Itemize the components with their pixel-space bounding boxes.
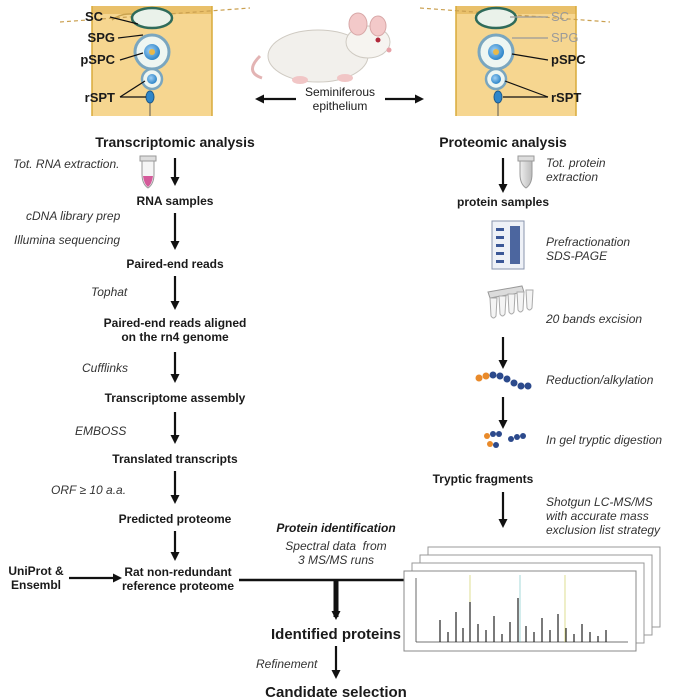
- transcriptome-assembly-label: Transcriptome assembly: [104, 391, 246, 405]
- ms-spectra-stack: [404, 547, 660, 651]
- peptide-chain-icon: [476, 372, 532, 390]
- spectral-data-label: Spectral data from 3 MS/MS runs: [285, 539, 387, 567]
- protein-samples-label: protein samples: [456, 195, 550, 209]
- step-method-emboss: EMBOSS: [75, 424, 127, 438]
- prefractionation-label: Prefractionation SDS-PAGE: [546, 235, 631, 263]
- sds-page-gel-icon: [492, 221, 524, 269]
- digestion-label: In gel tryptic digestion: [546, 433, 663, 447]
- cell-label-sc: SC: [84, 9, 103, 24]
- protein-identification-title: Protein identification: [276, 521, 396, 535]
- candidate-selection-label: Candidate selection: [265, 684, 407, 700]
- cell-label-pspc: pSPC: [80, 52, 115, 67]
- cell-label-spg-right: SPG: [551, 30, 579, 45]
- transcriptomic-title: Transcriptomic analysis: [95, 134, 255, 150]
- identified-proteins-label: Identified proteins: [270, 626, 401, 643]
- excision-tubes-icon: [488, 286, 533, 318]
- step-method-orf: ORF ≥ 10 a.a.: [51, 483, 127, 497]
- excision-label: 20 bands excision: [546, 312, 643, 326]
- protein-tube-icon: [518, 156, 534, 188]
- tryptic-fragments-icon: [484, 431, 526, 448]
- step-method-tophat: Tophat: [91, 285, 128, 299]
- rna-tube-icon: [140, 156, 156, 188]
- proteomic-title: Proteomic analysis: [439, 134, 567, 150]
- rna-samples-label: RNA samples: [136, 194, 214, 208]
- paired-end-reads-label: Paired-end reads: [126, 257, 224, 271]
- rat-illustration: [252, 13, 391, 84]
- aligned-reads-label: Paired-end reads aligned on the rn4 genome: [103, 316, 247, 344]
- step-method-illumina: Illumina sequencing: [14, 233, 121, 247]
- cell-label-spg: SPG: [87, 30, 115, 45]
- seminiferous-epithelium-label: Seminiferous epithelium: [304, 85, 376, 113]
- reduction-label: Reduction/alkylation: [546, 373, 654, 387]
- tryptic-fragments-label: Tryptic fragments: [432, 472, 534, 486]
- cell-label-rspt: rSPT: [84, 90, 115, 105]
- step-method-rna-extraction: Tot. RNA extraction.: [13, 157, 120, 171]
- reference-proteome-label: Rat non-redundant reference proteome: [121, 565, 235, 593]
- uniprot-ensembl-label: UniProt & Ensembl: [8, 564, 64, 592]
- refinement-label: Refinement: [256, 657, 318, 671]
- cell-label-sc-right: SC: [551, 9, 570, 24]
- step-method-cufflinks: Cufflinks: [82, 361, 129, 375]
- protein-extraction-label: Tot. protein extraction: [546, 156, 606, 184]
- predicted-proteome-label: Predicted proteome: [118, 512, 232, 526]
- translated-transcripts-label: Translated transcripts: [112, 452, 238, 466]
- cell-label-rspt-right: rSPT: [551, 90, 582, 105]
- step-method-cdna: cDNA library prep: [26, 209, 121, 223]
- msms-method-label: Shotgun LC-MS/MS with accurate mass exclusion list strategy: [546, 495, 661, 537]
- cell-label-pspc-right: pSPC: [551, 52, 586, 67]
